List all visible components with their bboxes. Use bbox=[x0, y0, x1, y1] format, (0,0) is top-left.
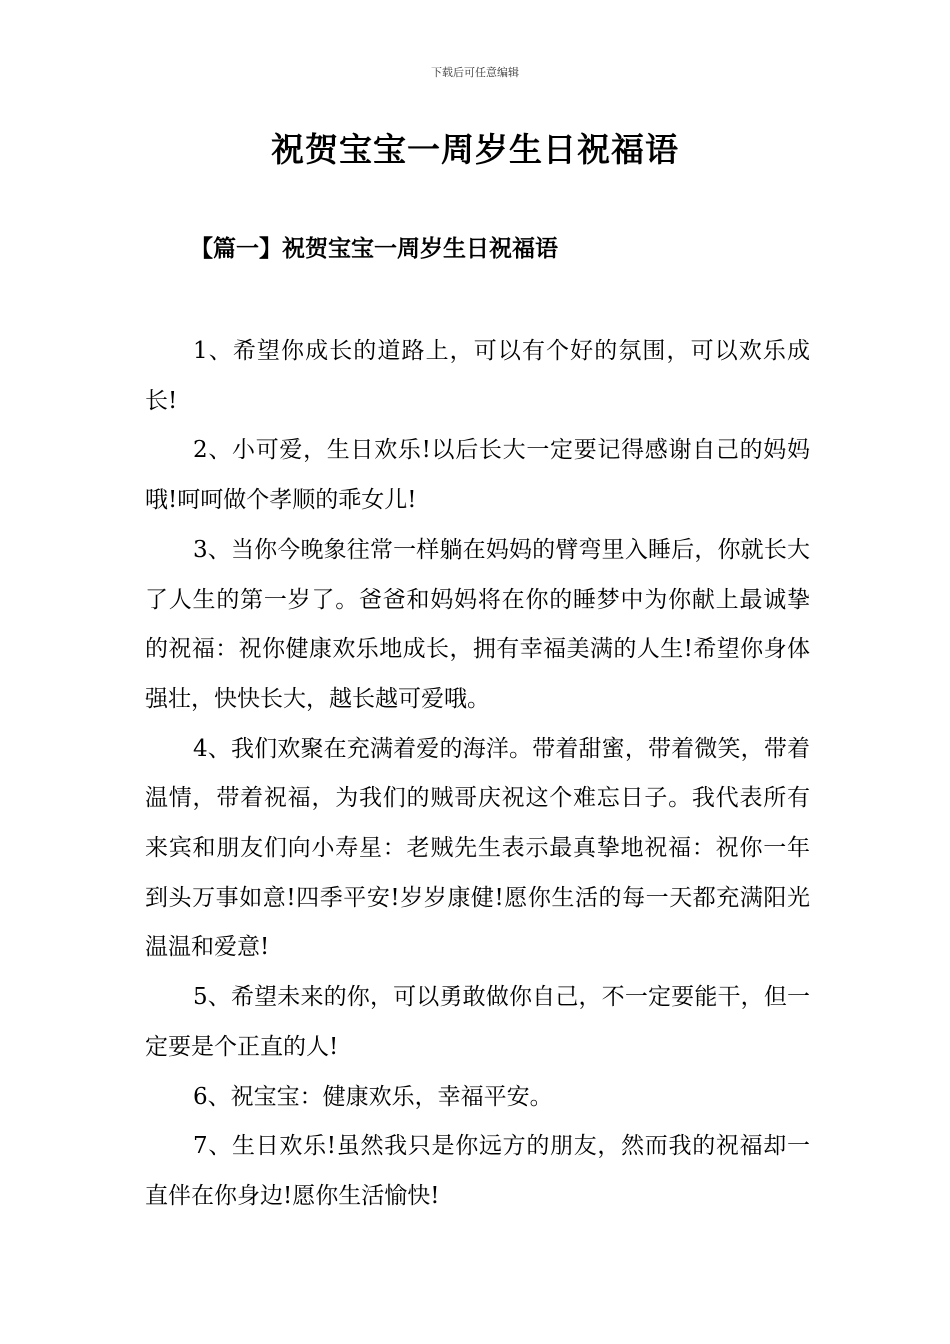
paragraph-5: 5、希望未来的你，可以勇敢做你自己，不一定要能干，但一定要是个正直的人! bbox=[145, 984, 810, 1060]
document-title: 祝贺宝宝一周岁生日祝福语 bbox=[271, 130, 679, 169]
paragraph-2: 2、小可爱，生日欢乐!以后长大一定要记得感谢自己的妈妈哦!呵呵做个孝顺的乖女儿! bbox=[145, 437, 810, 514]
paragraph-3: 3、当你今晚象往常一样躺在妈妈的臂弯里入睡后，你就长大了人生的第一岁了。爸爸和妈妈将在你的睡梦中为你献上最诚挚的祝福：祝你健康欢乐地成长，拥有幸福美满的人生!希望你身体强壮，快快长大，越长越可爱哦。 bbox=[145, 536, 810, 712]
paragraph-1: 1、希望你成长的道路上，可以有个好的氛围，可以欢乐成长! bbox=[145, 338, 810, 414]
paragraph-7: 7、生日欢乐!虽然我只是你远方的朋友，然而我的祝福却一直伴在你身边!愿你生活愉快! bbox=[145, 1133, 810, 1209]
document-body bbox=[145, 327, 810, 1222]
paragraph-6: 6、祝宝宝：健康欢乐，幸福平安。 bbox=[193, 1083, 553, 1110]
section-heading: 【篇一】祝贺宝宝一周岁生日祝福语 bbox=[190, 235, 558, 262]
paragraph-4: 4、我们欢聚在充满着爱的海洋。带着甜蜜，带着微笑，带着温情，带着祝福，为我们的贼哥庆祝这个难忘日子。我代表所有来宾和朋友们向小寿星：老贼先生表示最真挚地祝福：祝你一年到头万事如意!四季平安!岁岁康健!愿你生活的每一天都充满阳光温温和爱意! bbox=[145, 735, 810, 961]
header-note: 下载后可任意编辑 bbox=[431, 66, 519, 79]
